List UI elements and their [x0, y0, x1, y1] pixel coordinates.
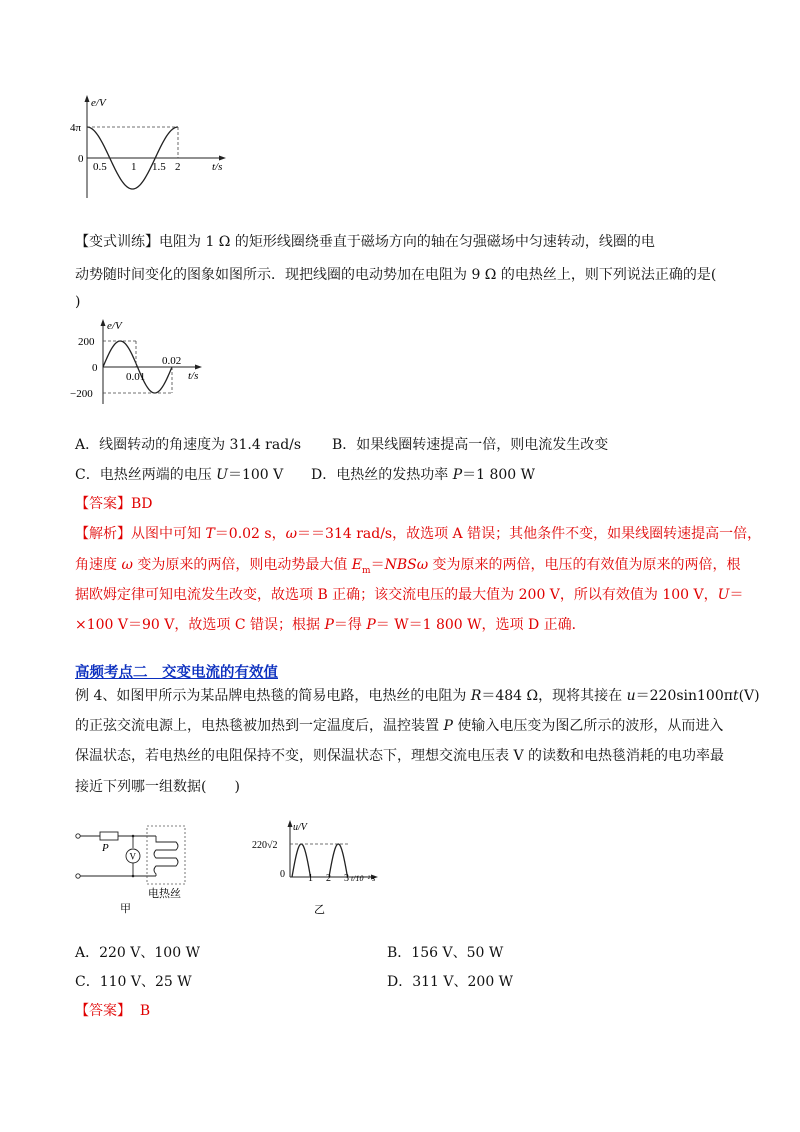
example-line-4: 接近下列哪一组数据( ): [75, 779, 240, 795]
option1-d: D．电热丝的发热功率 P＝1 800 W: [311, 467, 536, 483]
answer2: 【答案】 B: [75, 1003, 151, 1019]
graph2-yzero: 0: [92, 362, 98, 374]
section-heading: 高频考点二 交变电流的有效值: [75, 664, 278, 681]
analysis-line-4: ×100 V＝90 V，故选项 C 错误；根据 P＝得 P＝ W＝1 800 W，选项 D 正确．: [75, 617, 586, 633]
option2-a: A．220 V、100 W: [75, 945, 200, 961]
graph1-xlabel: t/s: [212, 161, 223, 173]
example-line-2: 的正弦交流电源上，电热毯被加热到一定温度后，温控装置 P 使输入电压变为图乙所示的波形，从而进入: [75, 718, 724, 734]
circuit-diagram: [72, 822, 197, 920]
graph3-caption: 乙: [314, 904, 325, 915]
graph2-xlabel: t/s: [188, 370, 199, 382]
graph1-xtick-3: 2: [175, 161, 181, 173]
graph-half-wave: [252, 815, 392, 915]
graph-emf-4pi: [70, 92, 240, 204]
heating-wire: [154, 836, 178, 876]
graph-emf-200: [70, 318, 210, 410]
graph3-xtick-0: 1: [308, 873, 313, 884]
resistor-p: [100, 832, 118, 840]
option1-a: A．线圈转动的角速度为 31.4 rad/s: [75, 437, 302, 453]
answer1-value: BD: [131, 496, 153, 512]
circuit-heater-label: 电热丝: [148, 888, 181, 900]
graph2-ymin: −200: [70, 388, 93, 400]
circuit-caption: 甲: [120, 903, 131, 915]
graph1-xtick-0: 0.5: [93, 161, 107, 173]
example-line-1: 例 4、如图甲所示为某品牌电热毯的简易电路，电热丝的电阻为 R＝484 Ω，现将其接在 u＝220sin100πt(V): [75, 688, 760, 704]
circuit-p-label: P: [102, 842, 109, 854]
option2-b: B．156 V、50 W: [387, 945, 504, 961]
variant-line-1: 【变式训练】电阻为 1 Ω 的矩形线圈绕垂直于磁场方向的轴在匀强磁场中匀速转动，线圈的电: [75, 234, 655, 250]
graph2-ylabel: e/V: [107, 320, 122, 332]
graph2-xmid: 0.01: [126, 371, 146, 383]
graph3-ymax: 220√2: [252, 840, 278, 851]
variant-line-2: 动势随时间变化的图象如图所示．现把线圈的电动势加在电阻为 9 Ω 的电热丝上，则下列说法正确的是(: [75, 267, 717, 283]
graph3-yzero: 0: [280, 869, 285, 880]
answer1: 【答案】BD: [75, 496, 153, 512]
graph1-yzero: 0: [78, 153, 84, 165]
option2-d: D．311 V、200 W: [387, 974, 514, 990]
option1-b: B．如果线圈转速提高一倍，则电流发生改变: [332, 437, 609, 453]
analysis-line-2: 角速度 ω 变为原来的两倍，则电动势最大值 $E_m=NBS\omega$ 变为原来的两倍，电压的有效值为原来的两倍，根: [75, 557, 741, 576]
analysis-line-1: 【解析】从图中可知 T＝0.02 s，ω＝＝314 rad/s，故选项 A 错误；其他条件不变，如果线圈转速提高一倍，: [75, 526, 762, 542]
graph3-xtick-2: 3: [344, 873, 349, 884]
option1-c: C．电热丝两端的电压 U＝100 V: [75, 467, 284, 483]
graph3-xtick-1: 2: [326, 873, 331, 884]
graph1-xtick-1: 1: [131, 161, 137, 173]
variant-line-3: ): [75, 294, 81, 310]
graph2-xend: 0.02: [162, 355, 182, 367]
option2-c: C．110 V、25 W: [75, 974, 192, 990]
graph1-ytop: 4π: [70, 122, 82, 134]
graph3-xlabel: t/10⁻² s: [351, 874, 376, 883]
graph1-ylabel: e/V: [91, 97, 106, 109]
analysis-line-3: 据欧姆定律可知电流发生改变，故选项 B 正确；该交流电压的最大值为 200 V，所以有效值为 100 V，U＝: [75, 587, 744, 603]
graph3-ylabel: u/V: [293, 822, 307, 833]
circuit-v-label: V: [129, 851, 136, 862]
variant-tag: 【变式训练】: [75, 234, 159, 250]
answer2-value: B: [139, 1003, 151, 1019]
graph1-xtick-2: 1.5: [152, 161, 166, 173]
example-line-3: 保温状态，若电热丝的电阻保持不变，则保温状态下，理想交流电压表 V 的读数和电热毯消耗的电功率最: [75, 748, 725, 764]
graph2-ymax: 200: [78, 336, 95, 348]
